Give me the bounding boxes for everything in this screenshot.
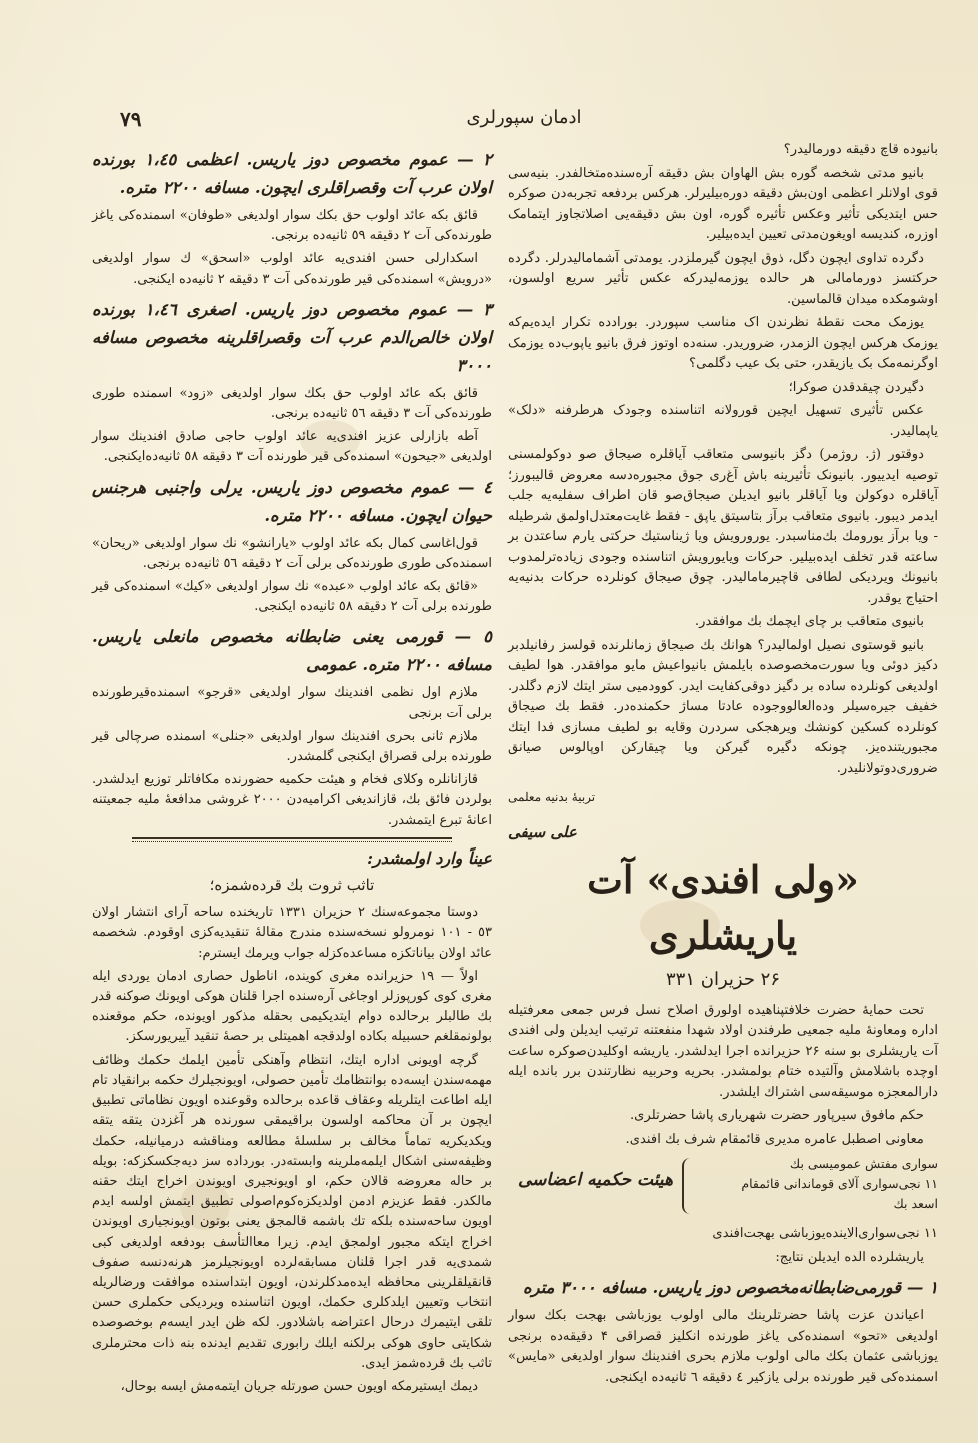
author-signature: علی سیفی (508, 822, 577, 841)
article-date: ۲۶ حزیران ۳۳۱ (665, 969, 781, 990)
results-intro: یاریشلرده الده ایدیلن نتایج: (775, 1249, 924, 1265)
committee-brace (682, 1158, 694, 1214)
article-title: «ولی افندی» آت یاریشلری (587, 857, 859, 958)
intro-paragraph: بانیوی متعاقب بر چای ایچمك بك موافقدر. (694, 614, 924, 629)
intro-paragraph: بانیوده قاچ دقیقه دورمالیدر؟ (783, 142, 938, 157)
intro-paragraph: بانیو مدتی شخصه گوره بش الهاوان بش دقیقه آره‌سنده‌متخالفدر. بنیه‌سی قوی اولانلر اعظمی اون‌بش دقیقه دوره‌بیلیرلر. هرکس بردفعه تجربه‌دن صوکره حس ایتدیکی تأثیر وعکس تأثیره گوره، اون بش دقیقه‌یی اصلاتجاوز ایتمامک اوزره، کندیسه اویغون‌مدتی تعیین ایده‌بیلیر. (508, 165, 938, 242)
committee-member: ۱۱ نجی‌سواری‌الایند‌ه‌یوزباشی بهجت‌افندی (712, 1226, 938, 1241)
article-paragraph: معاونی اصطبل عامره مدیری قائمقام شرف بك افندی. (625, 1131, 924, 1147)
intro-paragraph: عکس تأثیری تسهیل ایچین قورولانه اتناسنده وجودک هرطرفنه «دلک» یاپمالیدر. (508, 403, 938, 439)
left-column (92, 140, 492, 1400)
race-heading: ۳ — عموم مخصوص دوز یاریس. اصغری ۱،٤٦ بورنده اولان خالص‌الدم عرب آت وقصراقلرینه مخصوص مسافه ۳۰۰۰ (92, 299, 492, 375)
race-result: ملازم اول نظمی افندینك سوار اولدیغی «قرجو» اسمنده‌قیرطورنده برلی آت برنجی (92, 685, 492, 721)
race-heading: ٤ — عموم مخصوص دوز یاریس. یرلی واجنبی هرجنس حیوان ایچون. مسافه ۲۲۰۰ متره. (92, 477, 492, 525)
intro-paragraph: بانیو قوستوی نصیل اولمالیدر؟ هوانك بك صیجاق زمانلرنده قولسز رفانیلدبر دکیز دوئی ویا سورت‌مخصوصده بایلمش بانیواعیش مایو موافقدر. هوا لطیف اولدیغی کونلرده ساده بر دگیز دوقی‌کفایت ایدر. کوودمیی ستر ایتك لازم دگلدر. خفیف جیره‌سیلر وده‌العالووجوده عادتا مساژ حکمنده‌در. فقط بك صیجاق کونلرده کسکین کونشك ویرهجکی سردرن وقایه بو لطیف مسازی فدا ایتك مجبوریتنده‌یز. چونکه دگیره گیرکن ویا چیقارکن اوپالوس صیانق ضروری‌دوتولانلیدر. (508, 637, 938, 776)
section-divider (132, 837, 452, 839)
race-result: قول‌اغاسی کمال بکه عائد اولوب «یارانشو» نك سوار اولدیغی «ریحان» اسمنده‌کی طوری طورنده‌کی برلی آت ۲ دقیقه ٥٦ ثانیه‌ده برنجی. (92, 535, 492, 571)
letter-salutation: تاثب ثروت بك قردەشمزە؛ (209, 876, 375, 895)
committee-member: ۱۱ نجی‌سواری آلای قوماندانی قائمقام (741, 1176, 938, 1191)
race-result: قازانانلره وکلای فخام و هیئت حکمیه حضورنده مکافاتلر توزیع ایدلشدر. بولردن فائق بك، قازاندیغی اکرامیه‌دن ۲۰۰۰ غروشی مدافعهٔ ملیه جمعیتنه اعانهٔ تبرع ایتمشدر. (92, 772, 492, 828)
race-result: قائق بکه عائد اولوب حق بکك سوار اولدیغی «طوفان» اسمنده‌کی یاغز طورنده‌کی آت ۲ دقیقه ٥۹ ثانیه‌ده برنجی. (92, 208, 492, 244)
race-result: آطه بازارلی عزیز افندی‌یه عائد اولوب حاجی صادق افندینك سوار اولدیغی «جیحون» اسمنده‌کی قیر طورنده آت ۳ دقیقه ٥٨ ثانیه‌ده‌ایکنجی. (92, 429, 492, 465)
race-heading: ٥ — قورمی یعنی ضابطانه مخصوص مانعلی یاریس. مسافه ۲۲۰۰ متره. عمومی (92, 627, 492, 675)
race-heading: ۲ — عموم مخصوص دوز یاریس. اعظمی ۱،٤٥ بورنده اولان عرب آت وقصراقلری ایچون. مسافه ۲۲۰۰ متره. (92, 150, 492, 197)
page-number: ۷۹ (120, 107, 142, 131)
committee-member: اسعد بك (893, 1196, 938, 1211)
race-result: اعیاندن عزت پاشا حضرتلرینك مالی اولوب یوزباشی بهجت بکك سوار اولدیغی «تحو» اسمنده‌کی یاغز طورنده انکلیز قصراقی ۴ دقیقه‌ده برنجی یوزباشی عثمان بکك مالی اولوب ملازم بحری افندینك سوار اولدیغی «مایس» اسمنده‌کی قیر طورنده برلی یازکیر ٤ دقیقه ٦ ثانیه‌ده ایکنجی. (508, 1308, 938, 1385)
race-result: «قائق بکه عائد اولوب «عبده» نك سوار اولدیغی «کیك» اسمنده‌کی قیر طورنده برلی آت ۲ دقیقه ٥٨ ثانیه‌ده ایکنجی. (92, 579, 492, 615)
article-paragraph: حکم مافوق سیرپاور حضرت شهریاری پاشا حضرتلری. (629, 1108, 924, 1123)
judging-committee (508, 1154, 938, 1218)
intro-paragraph: دوقتور (ژ. روژمر) دگز بانیوسی متعاقب آیاقلره صیجاق صو دوکولمسنی توصیه ایدییور. بانیونک تأثیرینه باش آغ‌ری جوق مجبوره‌دسه معروض قالیبورز؛ آیاقلره دوکولن ویا آیاقلر بانیو ایدیلن صیجاق‌صو قان اطراف سفلیه‌یه جلب ایدمر دیبور. بانیوی متعاقب برآز بتاسیتق یاپق - فقط غایت‌معتدل‌اولمق شرطیله - ویا برآز یورومك ‌بك‌مناسبدر. یورورویش ویا ژیناستیك حرکتی یارم ساعتدن بر ساعته قدر تخلف ایده‌بیلیر. حرکات ویایورویش اتناسنده وجودی زیاده‌ترلمدوب بانیونك ویردیکی لطافی قاچیرمامالیدر. چوق صیجاق کونلرده حرکات بدنیه‌یه احتیاج یوقدر. (508, 447, 938, 606)
letters-heading: عیناً وارد اولمشدر: (367, 848, 492, 868)
article-paragraph: تحت حمایهٔ حضرت خلافتپناهیده اولورق اصلاح نسل فرس جمعی معرفتیله اداره ومعاونهٔ ملیه جمعیی طرفندن اولاد شهدا منفعتنه ترتیب ایدیلن ولی افندی آت یاریشلری بو سنه ۲۶ حزیرانده اجرا ایدلشدر. یاریشه اوکلیدن‌صوکره ساعت اوچده باشلامش وآلتیده ختام بولمشدر. بحریه وحربیه نظارتندن برر بانده ایله دارالمعجزه موسیقه‌سی اشتراك ایلشدر. (508, 1002, 939, 1100)
intro-paragraph: دگیردن چیقدقدن صوکرا؛ (788, 379, 924, 395)
letter-paragraph: دوستا مجموعه‌سنك ۲ حزیران ۱۳۳۱ تاریخنده ساحه آرای انتشار اولان ٥۳ - ۱۰۱ نومرولو نسخه‌سنده مندرج مقالهٔ تنقیدیه‌کزی اوقودم. شخصمه عائد اولان بیاناتکزه مساعده‌کزله جواب ویرمك ایسترم: (92, 905, 492, 961)
race-result: ملازم ثانی بحری افندینك سوار اولدیغی «جنلی» اسمنده صرچالی قیر طورنده برلی قصراق ایکنجی گلمشدر. (92, 728, 492, 765)
committee-label: هیئت حکمیه اعضاسی (518, 1170, 673, 1190)
intro-paragraph: یوزمک محت نقطهٔ نظرندن اک مناسب سپوردر. بورادده تکرار ایده‌یم‌که یوزمک هرکس ایچون الزمدر، ضروریدر. سنه‌ده اوتوز فرق بانیو یاپوب‌ده یوزمک اوگرنمه‌مک بک یازیقدر، حتی بک عیب دگلمی؟ (508, 315, 938, 371)
translator-credit: تربیهٔ بدنیه معلمی (508, 790, 596, 804)
race-result: اسکدارلی حسن افندی‌یه عائد اولوب «اسحق» ‌ك سوار اولدیغی «درویش» اسمنده‌کی قیر طورنده‌کی آت ۳ دقیقه ۲ ثانیه‌ده ایکنجی. (92, 251, 492, 287)
page-running-title: ادمان سپورلری (466, 107, 582, 128)
right-column (508, 140, 938, 1391)
committee-member: سواری مفتش عمومیسی بك (789, 1156, 938, 1171)
letter-paragraph: گرچه اویونی اداره ایتك، انتظام وآهنکی تأمین ایلمك حکمك وظائف مهمه‌سندن ایسه‌ده بوانتظامك تأمین حصولی، اویونجیلرك حکمه برانقیاد تام ایله اطاعت ایتلریله وعقاف قاعده برحالده وقوعنده اویون نظاماتی تطبیق ایچون بر آن محاکمه اولسون براقیمقی سورنده هر آغزدن یتقه یتقه ویکدیکریه تماماً مخالف بر سلسلهٔ مطالعه ومناقشه درمیانیله، حکمك وظیفه‌سنی اشکال ایلمه‌ملرینه وابسته‌در. بورداده سز دیه‌جکسکزکه: بویله بر حاله معروضه قالان حکم، او اویونجیری اویوندن اخراج ایتك حقنه مالکدر. فقط عزیزم ادمن اولدیکزه‌کوم‌اصولی تطبیق ایتمش اولسه ایدم اویون ساحه‌سنده بلکه تك باشمه قالمجق یعنی بوتون اویونجیاری اویوندن اخراج ایتكه مجبور اولمجق ایدم. زیرا معاالتأسف بودفعه اولدیغی کبی شمدی‌یه قدر اجرا قلنان مسابقه‌لرده اویونجیلرمز هرنه‌دنسه صفوف قانقیلقلرینی محافظه ایده‌مدکلرندن، اویون ابتداسنده موافقت ورضالریله انتخاب وتعیین ایلدکلری حکمك، اویون اتناسنده ویردیکی حکملری حسن تلقی ایتیمرك درحال اعتراضه باشلادور. لکه ظن ایدر ایسه‌م بوخصوصده شکایتی حاوی هوکی برلکنه ایلك رابوری تقدیم ایدنده بنه ذات محترملری تاثب بك قردەشمز ایدی. (92, 1052, 492, 1371)
intro-paragraph: دگرده تداوی ایچون دگل، ذوق ایچون گیرملزدر. یومدتی آشمامالیدرلر. دگرده حرکتسز دورمامالی هر حالده یوزمه‌لیدرکه عکس تأثیر سریع اولسون، اوشومکده میدان قالماسین. (508, 250, 938, 307)
letter-paragraph: اولاً — ۱۹ حزیرانده مغری کوینده، اناطول حصاری ادمان یوردی ایله مغری کوی کورپوزلر اوجاغی آره‌سنده اجرا قلنان هوکی اویونك صوکنه قدر بك طالبلر برحالده دوام ایتدیکیمی ‌بحقله مذکور اویونده، حکم موقعنده بولونمقلغم حسبیله بکاده اولدقجه اهمیتلی بر حصهٔ تنقید آییریورسکز. (92, 968, 492, 1045)
letter-paragraph: دیمك ایستیرمکه اویون حسن صورتله جریان ایتمه‌مش ایسه بوحال، (120, 1378, 478, 1394)
race-result: قائق بکه عائد اولوب حق بکك سوار اولدیغی «زود» اسمنده طوری طورنده‌کی آت ۳ دقیقه ٥٦ ثانیه‌ده برنجی. (92, 385, 492, 422)
page-header (110, 105, 938, 141)
race-heading: ۱ — قورمی‌ضابطانه‌مخصوص دوز یاریس. مسافه ۳۰۰۰ متره (522, 1278, 938, 1297)
committee-members (698, 1154, 938, 1214)
